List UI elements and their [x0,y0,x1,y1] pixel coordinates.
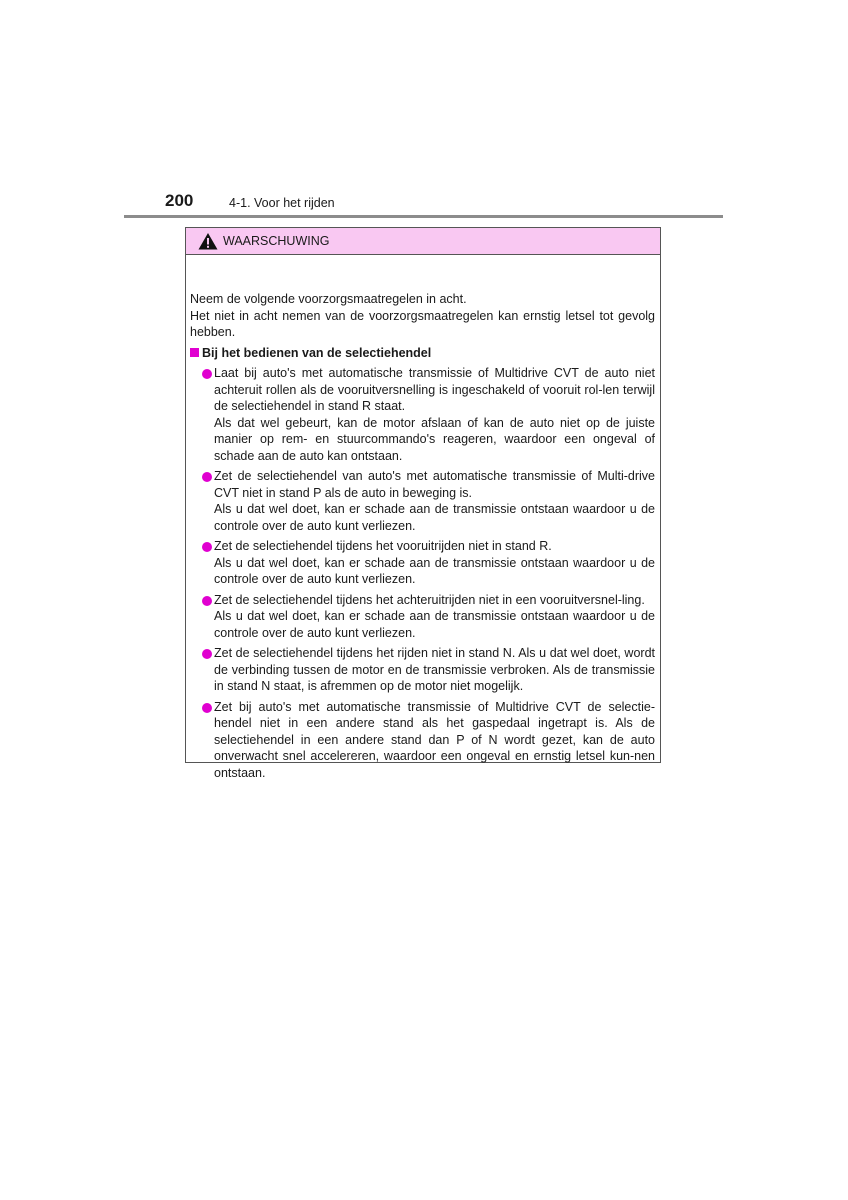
subheading [190,345,655,362]
item-text: Als u dat wel doet, kan er schade aan de transmissie ontstaan waardoor u de controle over de auto kunt verliezen. [214,502,655,533]
header-divider [124,215,723,218]
list-item [190,468,655,534]
bullet-dot-icon [202,542,212,552]
list-item [190,592,655,642]
warning-box [185,227,661,780]
item-text: Zet de selectiehendel tijdens het vooruitrijden niet in stand R. [214,539,552,553]
warning-triangle-icon [198,232,218,250]
list-item [190,538,655,588]
item-text: Zet de selectiehendel van auto's met automatische transmissie of Multi-drive CVT niet in stand P als de auto in beweging is. [214,469,655,500]
item-text: Als dat wel gebeurt, kan de motor afslaan of kan de auto niet op de juiste manier op rem- en stuurcommando's reageren, waardoor een ongeval of schade aan de auto kan ontstaan. [214,415,655,463]
page-number: 200 [165,191,194,210]
intro-line: Het niet in acht nemen van de voorzorgsmaatregelen kan ernstig letsel tot gevolg hebben. [190,308,655,339]
square-bullet-icon [190,348,199,357]
list-item [190,645,655,695]
item-text: Als u dat wel doet, kan er schade aan de transmissie ontstaan waardoor u de controle over de auto kunt verliezen. [214,555,655,586]
bullet-dot-icon [202,369,212,379]
section-title: 4-1. Voor het rijden [229,196,335,210]
item-text: Zet de selectiehendel tijdens het achteruitrijden niet in een vooruitversnel-ling. [214,592,645,607]
warning-label: WAARSCHUWING [223,234,330,248]
item-text: Zet bij auto's met automatische transmissie of Multidrive CVT de selectie-hendel niet in een andere stand als het gaspedaal ingetrapt is. Als de selectiehendel in een andere stand dan P of N wordt gezet, kan de auto onverwacht snel accelereren, waardoor een ongeval en ernstig letsel kun-nen ontstaan. [214,699,655,780]
bullet-dot-icon [202,649,212,659]
bullet-dot-icon [202,596,212,606]
bullet-dot-icon [202,703,212,713]
list-item [190,365,655,464]
list-item [190,699,655,782]
intro-line: Neem de volgende voorzorgsmaatregelen in acht. [190,292,467,306]
subheading-text: Bij het bedienen van de selectiehendel [202,345,432,360]
bullet-list [190,365,655,781]
bullet-dot-icon [202,472,212,482]
item-text: Laat bij auto's met automatische transmissie of Multidrive CVT de auto niet achteruit rollen als de vooruitversnelling is ingeschakeld of vooruit rol-len terwijl de selectiehendel in stand R staat. [214,366,655,413]
item-text: Als u dat wel doet, kan er schade aan de transmissie ontstaan waardoor u de controle over de auto kunt verliezen. [214,609,655,640]
warning-body [186,255,660,781]
warning-header [186,228,660,255]
item-text: Zet de selectiehendel tijdens het rijden niet in stand N. Als u dat wel doet, wordt de verbinding tussen de motor en de transmissie verbroken. Als de transmissie in stand N staat, is afremmen op de motor niet mogelijk. [214,646,655,693]
